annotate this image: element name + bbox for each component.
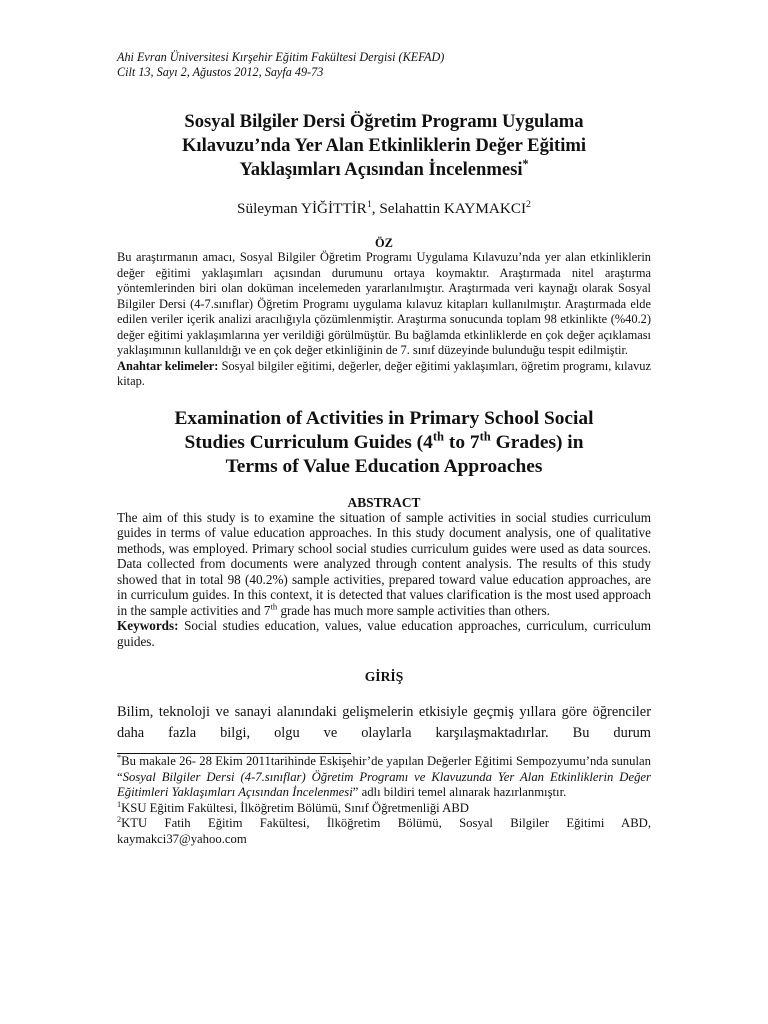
footnote-star-text-a: Bu makale 26- 28 Ekim 2011tarihinde Eskişehir’de yapılan Değerler Eğitimi Sempozyumu’nda sunulan “: [117, 754, 651, 784]
turkish-title: [117, 110, 651, 182]
footnote-star-marker: *: [117, 752, 122, 762]
english-title: [117, 407, 651, 479]
footnote-2-text: KTU Fatih Eğitim Fakültesi, İlköğretim Bölümü, Sosyal Bilgiler Eğitimi ABD, kaymakci37@yahoo.com: [117, 816, 651, 846]
author-1-affiliation-marker: 1: [366, 198, 372, 210]
footnote-2-marker: 2: [117, 814, 122, 824]
abstract-keywords-text: Social studies education, values, value education approaches, curriculum, curriculum guides.: [117, 618, 651, 649]
footnote-1-text: KSU Eğitim Fakültesi, İlköğretim Bölümü, Sınıf Öğretmenliği ABD: [121, 800, 469, 815]
footnote-star-italic: Sosyal Bilgiler Dersi (4-7.sınıflar) Öğretim Programı ve Klavuzunda Yer Alan Etkinliklerin Değer Eğitimleri Yaklaşımları Açısından İncelenmesi: [117, 769, 651, 799]
footnote-star: [117, 754, 651, 801]
abstract-keywords: [117, 618, 651, 649]
oz-keywords-label: Anahtar kelimeler:: [117, 358, 219, 373]
english-title-line-2: [117, 431, 651, 455]
author-line: [117, 200, 651, 218]
english-title-line-2-c: Grades) in: [490, 431, 584, 453]
author-2: Selahattin KAYMAKCI: [379, 200, 527, 217]
english-title-line-2-b: to 7: [444, 431, 480, 453]
turkish-title-line-3: [117, 158, 651, 182]
english-title-line-1: Examination of Activities in Primary School Social: [174, 407, 594, 429]
article-page: [117, 50, 651, 847]
english-title-sup-2: th: [479, 429, 491, 444]
journal-header: [117, 50, 651, 80]
english-title-line-2-a: Studies Curriculum Guides (4: [184, 431, 433, 453]
abstract-heading: ABSTRACT: [347, 494, 421, 510]
oz-heading: ÖZ: [375, 236, 393, 250]
journal-issue: Cilt 13, Sayı 2, Ağustos 2012, Sayfa 49-73: [117, 65, 324, 79]
abstract-paragraph: [117, 510, 651, 619]
author-2-affiliation-marker: 2: [526, 198, 531, 210]
abstract-text-b: grade has much more sample activities than others.: [277, 602, 550, 618]
giris-heading: GİRİŞ: [364, 669, 404, 684]
abstract-sup: th: [270, 601, 278, 612]
footnote-1-marker: 1: [117, 799, 122, 809]
oz-keywords: [117, 359, 651, 390]
abstract-keywords-label: Keywords:: [117, 618, 179, 633]
title-footnote-marker: *: [522, 156, 529, 171]
turkish-title-line-3-text: Yaklaşımları Açısından İncelenmesi: [239, 159, 523, 180]
oz-keywords-text: Sosyal bilgiler eğitimi, değerler, değer eğitimi yaklaşımları, öğretim programı, kılavuz kitap.: [117, 358, 651, 388]
author-1: Süleyman YİĞİTTİR: [237, 200, 367, 217]
turkish-title-line-2: Kılavuzu’nda Yer Alan Etkinliklerin Değer Eğitimi: [181, 135, 587, 156]
english-title-sup-1: th: [432, 429, 445, 444]
abstract-text-a: The aim of this study is to examine the situation of sample activities in social studies curriculum guides in terms of value education approaches. In this study document analysis, one of qualitative methods, was employed. Primary school social studies curriculum guides were used as data sources. Data collected from documents were analyzed through content analysis. The results of this study showed that in total 98 (40.2%) sample activities, prepared toward value education approaches, are in curriculum guides. In this context, it is detected that values clarification is the most used approach in the sample activities and 7: [117, 509, 651, 618]
footnote-star-text-b: ” adlı bildiri temel alınarak hazırlanmıştır.: [352, 785, 567, 799]
english-title-line-3: Terms of Value Education Approaches: [225, 455, 543, 477]
journal-name: Ahi Evran Üniversitesi Kırşehir Eğitim Fakültesi Dergisi (KEFAD): [117, 50, 445, 64]
author-separator: ,: [371, 200, 380, 217]
oz-paragraph: Bu araştırmanın amacı, Sosyal Bilgiler Öğretim Programı Uygulama Kılavuzu’nda yer alan etkinliklerin değer eğitimi yaklaşımları açısından durumunu ortaya koymaktır. Araştırmada nitel araştırma yöntemlerinden biri olan doküman incelemeden yararlanılmıştır. Araştırmada veri kaynağı olarak Sosyal Bilgiler Dersi (4-7.sınıflar) Öğretim Programı uygulama kılavuz kitapları kullanılmıştır. Araştırmada elde edilen veriler içerik analizi aracılığıyla çözümlenmiştir. Araştırma sonucunda toplam 98 etkinlikte (%40.2) değer eğitimi yaklaşımlarına yer verildiği görülmüştür. Bu bağlamda etkinliklerde en çok değer açıklaması yaklaşımının kullanıldığı ve en çok değer etkinliğinin de 7. sınıf düzeyinde bulunduğu tespit edilmiştir.: [117, 250, 651, 357]
giris-paragraph: Bilim, teknoloji ve sanayi alanındaki gelişmelerin etkisiyle geçmiş yıllara göre öğrenciler daha fazla bilgi, olgu ve olaylarla karşılaşmaktadırlar. Bu durum: [117, 704, 651, 741]
footnote-2: [117, 816, 651, 847]
footnote-1: [117, 801, 651, 817]
turkish-title-line-1: Sosyal Bilgiler Dersi Öğretim Programı Uygulama: [184, 111, 584, 132]
